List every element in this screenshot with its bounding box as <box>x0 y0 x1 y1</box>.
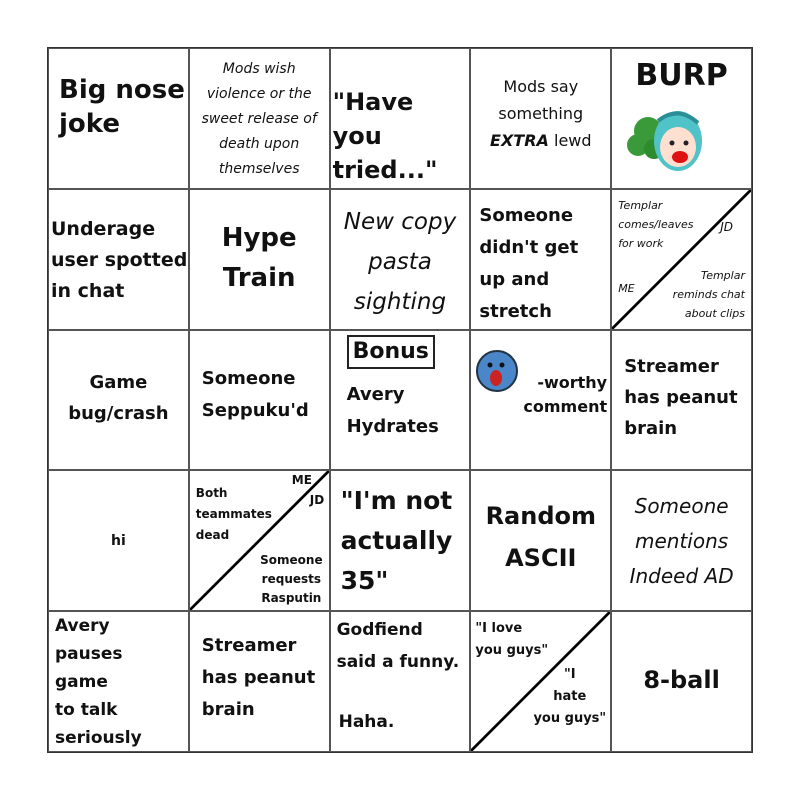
cell-text: Godfiend said a funny. <box>336 620 460 673</box>
cell-text: 8-ball <box>643 666 720 695</box>
cell-text: Someone mentions Indeed AD <box>629 494 734 589</box>
cell-top-text: "I love you guys" <box>475 621 549 659</box>
bingo-cell-seppuku[interactable] <box>189 330 330 471</box>
bingo-cell-mods-say-extra-lewd[interactable] <box>470 48 611 189</box>
cell-bottom-text: Someone requests Rasputin <box>260 553 323 606</box>
cell-text: -worthy comment <box>523 372 608 416</box>
cell-text: New copy pasta sighting <box>343 208 457 315</box>
cell-text: Hype Train <box>221 222 297 293</box>
cell-text: Random ASCII <box>485 502 596 573</box>
bingo-cell-templar-split[interactable] <box>611 189 752 330</box>
bingo-cell-game-bug[interactable] <box>48 330 189 471</box>
bingo-cell-hype-train[interactable] <box>189 189 330 330</box>
cell-top-text: Both teammates dead <box>195 486 272 543</box>
bingo-cell-worthy-comment[interactable] <box>470 330 611 471</box>
shocked-face-icon <box>475 349 519 393</box>
bingo-cell-avery-hydrates[interactable] <box>330 330 471 471</box>
cell-text: Game bug/crash <box>68 371 169 424</box>
cell-text: Avery pauses game to talk seriously <box>55 616 142 749</box>
cell-text: Streamer has peanut brain <box>201 635 316 721</box>
bingo-cell-have-you-tried[interactable] <box>330 48 471 189</box>
bingo-cell-mods-wish-violence[interactable] <box>189 48 330 189</box>
me-tag: ME <box>618 281 635 295</box>
bingo-cell-peanut-brain-1[interactable] <box>611 330 752 471</box>
jd-tag: JD <box>720 219 733 234</box>
bingo-cell-burp[interactable] <box>611 48 752 189</box>
cell-text: "Have you tried..." <box>332 88 438 184</box>
bingo-cell-8-ball[interactable] <box>611 611 752 752</box>
cell-text: Avery Hydrates <box>346 383 439 437</box>
cell-text: "I'm not actually 35" <box>340 486 453 596</box>
bingo-cell-hi[interactable] <box>48 470 189 611</box>
cell-text: Someone didn't get up and stretch <box>479 204 579 322</box>
bingo-cell-didnt-stretch[interactable] <box>470 189 611 330</box>
burp-emote-icon <box>624 101 706 181</box>
cell-top-text: Templar comes/leaves for work <box>618 198 694 250</box>
bingo-cell-not-35[interactable] <box>330 470 471 611</box>
cell-bottom-text: Templar reminds chat about clips <box>672 268 745 320</box>
cell-text: Mods say something EXTRA lewd <box>490 77 592 150</box>
cell-text: hi <box>111 533 126 550</box>
bingo-cell-new-copy-pasta[interactable] <box>330 189 471 330</box>
bingo-cell-big-nose-joke[interactable] <box>48 48 189 189</box>
cell-text: Streamer has peanut brain <box>624 355 738 439</box>
bingo-cell-random-ascii[interactable] <box>470 470 611 611</box>
bingo-cell-love-hate-split[interactable] <box>470 611 611 752</box>
bingo-cell-peanut-brain-2[interactable] <box>189 611 330 752</box>
cell-bottom-text: "I hate you guys" <box>533 667 607 727</box>
bingo-cell-godfiend-funny[interactable] <box>330 611 471 752</box>
jd-tag: JD <box>309 493 325 508</box>
cell-text: Someone Seppuku'd <box>201 367 309 421</box>
bonus-label: Bonus <box>347 335 435 369</box>
bingo-cell-teammates-split[interactable] <box>189 470 330 611</box>
bingo-cell-indeed-ad[interactable] <box>611 470 752 611</box>
bingo-cell-underage-user[interactable] <box>48 189 189 330</box>
cell-text: Mods wish violence or the sweet release of death upon themselves <box>201 61 317 177</box>
cell-text: Big nose joke <box>59 75 185 139</box>
bingo-board <box>47 47 753 753</box>
cell-extra-text: Haha. <box>338 712 395 733</box>
me-tag: ME <box>291 473 312 488</box>
bingo-cell-avery-pauses[interactable] <box>48 611 189 752</box>
cell-text: Underage user spotted in chat <box>51 217 188 302</box>
cell-text: BURP <box>635 58 728 93</box>
